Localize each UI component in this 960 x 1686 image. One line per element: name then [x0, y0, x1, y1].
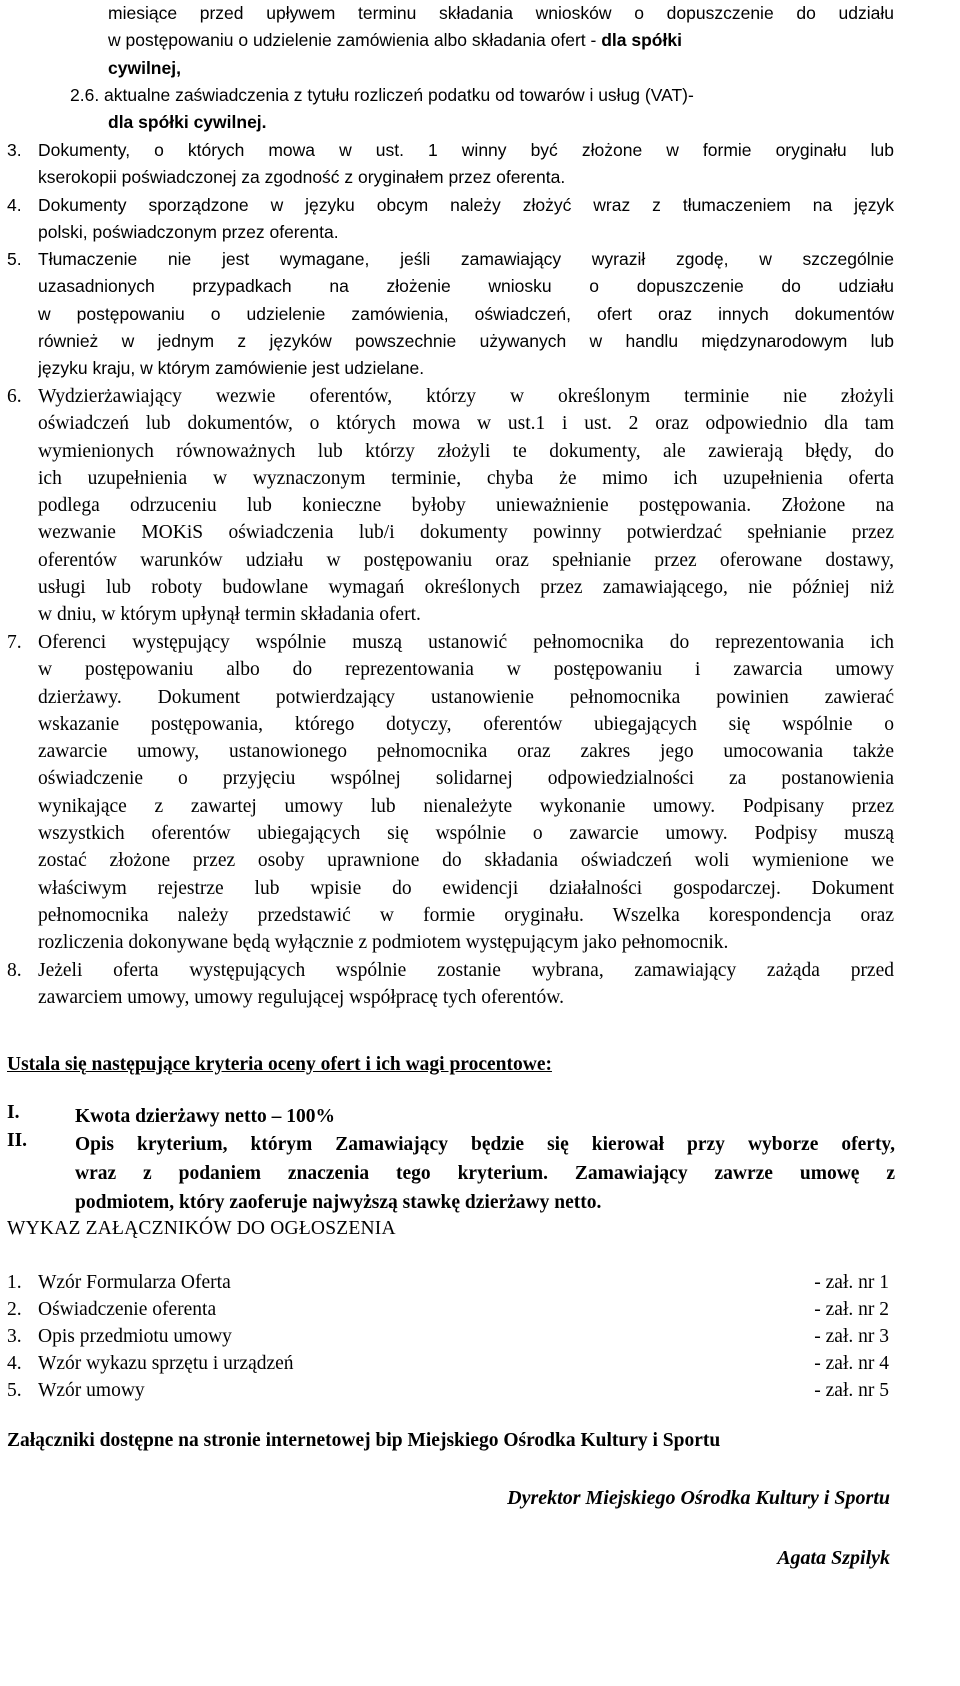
text-line: Jeżeli oferta występujących wspólnie zostanie wybrana, zamawiający zażąda przed — [38, 960, 894, 981]
text-line: kserokopii poświadczonej za zgodność z oryginałem przez oferenta. — [38, 167, 566, 188]
text-line: Tłumaczenie nie jest wymagane, jeśli zamawiający wyraził zgodę, w szczególnie — [38, 249, 894, 269]
item-number: 5. — [7, 249, 22, 269]
item-number: 8. — [7, 960, 22, 981]
criterion-number: II. — [7, 1130, 28, 1151]
item-number: 6. — [7, 386, 22, 407]
attachments-heading: WYKAZ ZAŁĄCZNIKÓW DO OGŁOSZENIA — [7, 1218, 396, 1239]
attachment-ref: - zał. nr 4 — [814, 1353, 889, 1374]
text-line: wskazanie postępowania, którego dotyczy, oferentów ubiegających się wspólnie o — [38, 713, 894, 735]
attachment-row — [7, 1326, 889, 1353]
item-3-text — [38, 137, 894, 192]
criterion-line: podmiotem, który zaoferuje najwyższą stawkę dzierżawy netto. — [75, 1192, 602, 1213]
intro-text — [108, 0, 894, 82]
item-5-text — [38, 246, 894, 382]
item-8-text — [38, 957, 894, 1012]
text-line: zostać złożone przez osoby uprawnione do składania oświadczeń woli wymienione we — [38, 850, 894, 872]
criterion-line: wraz z podaniem znaczenia tego kryterium. Zamawiający zawrze umowę z — [75, 1163, 895, 1184]
attachment-row — [7, 1353, 889, 1380]
signatory-title: Dyrektor Miejskiego Ośrodka Kultury i Sportu — [507, 1487, 890, 1509]
text-line: oświadczeń lub dokumentów, o których mowa w ust.1 i ust. 2 oraz odpowiednio dla tam — [38, 413, 894, 435]
text-line: zawarcie umowy, ustanowionego pełnomocnika oraz zakres jego umocowania także — [38, 741, 894, 763]
intro-line — [108, 27, 894, 54]
attachment-number: 1. — [7, 1272, 22, 1293]
attachment-ref: - zał. nr 3 — [814, 1326, 889, 1347]
text-line: Dokumenty, o których mowa w ust. 1 winny być złożone w formie oryginału lub — [38, 140, 894, 160]
text-line: usługi lub roboty budowlane wymagań określonych przez zamawiającego, nie później niż — [38, 577, 894, 599]
text-line: wezwanie MOKiS oświadczenia lub/i dokumenty powinny potwierdzać spełnianie przez — [38, 522, 894, 544]
text-line: języku kraju, w którym zamówienie jest udzielane. — [38, 358, 425, 379]
attachment-number: 4. — [7, 1353, 22, 1374]
criterion-line: Opis kryterium, którym Zamawiający będzie się kierował przy wyborze oferty, — [75, 1134, 895, 1155]
text-line: oświadczenie o przyjęciu wspólnej solidarnej odpowiedzialności za postanowienia — [38, 768, 894, 790]
intro-bold-line: cywilnej, — [108, 57, 181, 78]
attachments-availability: Załączniki dostępne na stronie internetowej bip Miejskiego Ośrodka Kultury i Sportu — [7, 1430, 721, 1451]
text-line: podlega odrzuceniu lub konieczne byłoby unieważnienie postępowania. Złożone na — [38, 495, 894, 517]
criteria-heading: Ustala się następujące kryteria oceny ofert i ich wagi procentowe: — [7, 1054, 552, 1075]
text-line: oferentów warunków udziału w postępowaniu oraz spełnianie przez oferowane dostawy, — [38, 549, 894, 571]
attachment-name: Wzór umowy — [38, 1380, 145, 1401]
attachment-number: 3. — [7, 1326, 22, 1347]
intro-line-part: w postępowaniu o udzielenie zamówienia albo składania ofert - — [108, 30, 597, 51]
text-line: zawarciem umowy, umowy regulującej współpracę tych oferentów. — [38, 987, 564, 1009]
text-line: w postępowaniu o udzielenie zamówienia, oświadczeń, ofert oraz innych dokumentów — [38, 303, 894, 324]
item-number: 4. — [7, 195, 22, 215]
text-line: uzasadnionych przypadkach na złożenie wniosku o dopuszczenie do udziału — [38, 276, 894, 297]
attachment-name: Wzór wykazu sprzętu i urządzeń — [38, 1353, 294, 1374]
attachment-row — [7, 1380, 889, 1407]
text-line: wszystkich oferentów ubiegających się wspólnie o zawarcie umowy. Podpisy muszą — [38, 823, 894, 845]
text-line: Wydzierżawiający wezwie oferentów, którzy w określonym terminie nie złożyli — [38, 386, 894, 407]
attachment-row — [7, 1299, 889, 1326]
text-line: wynikające z zawartej umowy lub nienależyte wykonanie umowy. Podpisany przez — [38, 795, 894, 817]
text-line: w dniu, w którym upłynął termin składania ofert. — [38, 604, 421, 626]
text-line: dzierżawy. Dokument potwierdzający ustanowienie pełnomocnika powinien zawierać — [38, 686, 894, 708]
item-2-6-cont — [108, 109, 894, 136]
signatory-name: Agata Szpilyk — [777, 1547, 890, 1569]
intro-bold: dla spółki — [601, 30, 682, 51]
item-2-6 — [70, 82, 894, 109]
intro-line: miesiące przed upływem terminu składania wniosków o dopuszczenie do udziału — [108, 3, 894, 23]
text-line: Dokumenty sporządzone w języku obcym należy złożyć wraz z tłumaczeniem na język — [38, 195, 894, 215]
text-line: rozliczenia dokonywane będą wyłącznie z podmiotem występującym jako pełnomocnik. — [38, 932, 729, 954]
item-2-6-bold: dla spółki cywilnej. — [108, 112, 267, 132]
text-line: wymienionych równoważnych lub którzy złożyli te dokumenty, ale zawierają błędy, do — [38, 440, 894, 462]
item-7-text — [38, 629, 894, 957]
item-4-text — [38, 192, 894, 247]
text-line: pełnomocnika należy przedstawić w formie oryginału. Wszelka korespondencja oraz — [38, 904, 894, 926]
criterion-text — [75, 1130, 895, 1217]
text-line: ich uzupełnienia w wyznaczonym terminie, chyba że mimo ich uzupełnienia oferta — [38, 467, 894, 489]
attachment-number: 2. — [7, 1299, 22, 1320]
attachment-ref: - zał. nr 2 — [814, 1299, 889, 1320]
attachment-ref: - zał. nr 1 — [814, 1272, 889, 1293]
text-line: w postępowaniu albo do reprezentowania w postępowaniu i zawarcia umowy — [38, 659, 894, 681]
item-6-text — [38, 383, 894, 629]
item-2-6-line: 2.6. aktualne zaświadczenia z tytułu rozliczeń podatku od towarów i usług (VAT)- — [70, 85, 694, 105]
criterion-number: I. — [7, 1102, 20, 1123]
attachment-name: Oświadczenie oferenta — [38, 1299, 217, 1320]
attachment-name: Opis przedmiotu umowy — [38, 1326, 232, 1347]
text-line: również w jednym z języków powszechnie używanych w handlu międzynarodowym lub — [38, 330, 894, 351]
item-number: 3. — [7, 140, 22, 160]
text-line: właściwym rejestrze lub wpisie do ewidencji działalności gospodarczej. Dokument — [38, 877, 894, 899]
attachment-name: Wzór Formularza Oferta — [38, 1272, 231, 1293]
criterion-text: Kwota dzierżawy netto – 100% — [75, 1106, 335, 1127]
text-line: polski, poświadczonym przez oferenta. — [38, 222, 339, 243]
item-number: 7. — [7, 632, 22, 653]
attachment-row — [7, 1272, 889, 1299]
text-line: Oferenci występujący wspólnie muszą ustanowić pełnomocnika do reprezentowania ich — [38, 632, 894, 653]
attachment-number: 5. — [7, 1380, 22, 1401]
attachment-ref: - zał. nr 5 — [814, 1380, 889, 1401]
